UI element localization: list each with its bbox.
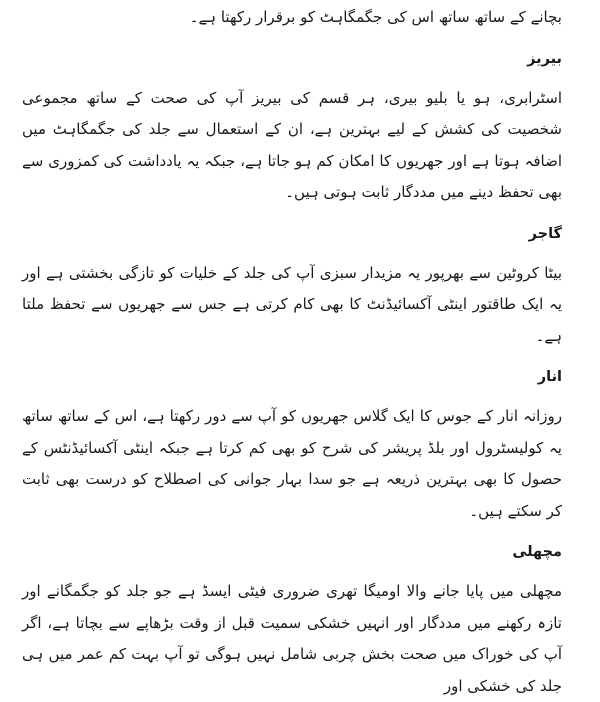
section-fish (22, 540, 562, 702)
section-pomegranate (22, 365, 562, 527)
section-carrot (22, 222, 562, 353)
section-heading: گاجر (528, 225, 562, 242)
section-body: بیٹا کروٹین سے بھرپور یہ مزیدار سبزی آپ کی جلد کے خلیات کو تازگی بخشتی ہے اور یہ ایک طاقتور اینٹی آکسائیڈنٹ کا بھی کام کرتی ہے جس سے جھریوں سے تحفظ ملتا ہے۔ (22, 263, 562, 345)
section-body: اسٹرابری، ہو یا بلیو بیری، ہر قسم کی بیریز آپ کی صحت کے ساتھ مجموعی شخصیت کی کشش کے لیے بہترین ہے، ان کے استعمال سے جلد کی جگمگاہٹ میں اضافہ ہوتا ہے اور جھریوں کا امکان کم ہو جاتا ہے، جبکہ یہ یادداشت کی کمزوری سے بھی تحفظ دینے میں مددگار ثابت ہوتی ہیں۔ (22, 88, 562, 201)
section-heading: بیریز (527, 50, 562, 67)
section-body: مچھلی میں پایا جانے والا اومیگا تھری ضروری فیٹی ایسڈ ہے جو جلد کو جگمگانے اور تازہ رکھنے میں مددگار اور انہیں خشکی سمیت قبل از وقت بڑھاپے سے بچاتا ہے، اگر آپ کی خوراک میں صحت بخش چربی شامل نہیں ہوگی تو آپ بہت کم عمر میں ہی جلد کی خشکی اور (22, 582, 562, 695)
section-heading: انار (537, 369, 562, 385)
section-berries (22, 47, 562, 209)
section-heading: مچھلی (512, 544, 562, 560)
section-body: روزانہ انار کے جوس کا ایک گلاس جھریوں کو آپ سے دور رکھتا ہے، اس کے ساتھ ساتھ یہ کولیسٹرول اور بلڈ پریشر کی شرح کو بھی کم کرتا ہے جبکہ اینٹی آکسائیڈنٹس کے حصول کا بھی بہترین ذریعہ ہے جو سدا بہار جوانی کی اصطلاح کو درست بھی ثابت کر سکتے ہیں۔ (22, 407, 562, 520)
intro-paragraph: بچانے کے ساتھ ساتھ اس کی جگمگاہٹ کو برقرار رکھتا ہے۔ (189, 8, 562, 26)
article-page (0, 2, 600, 695)
